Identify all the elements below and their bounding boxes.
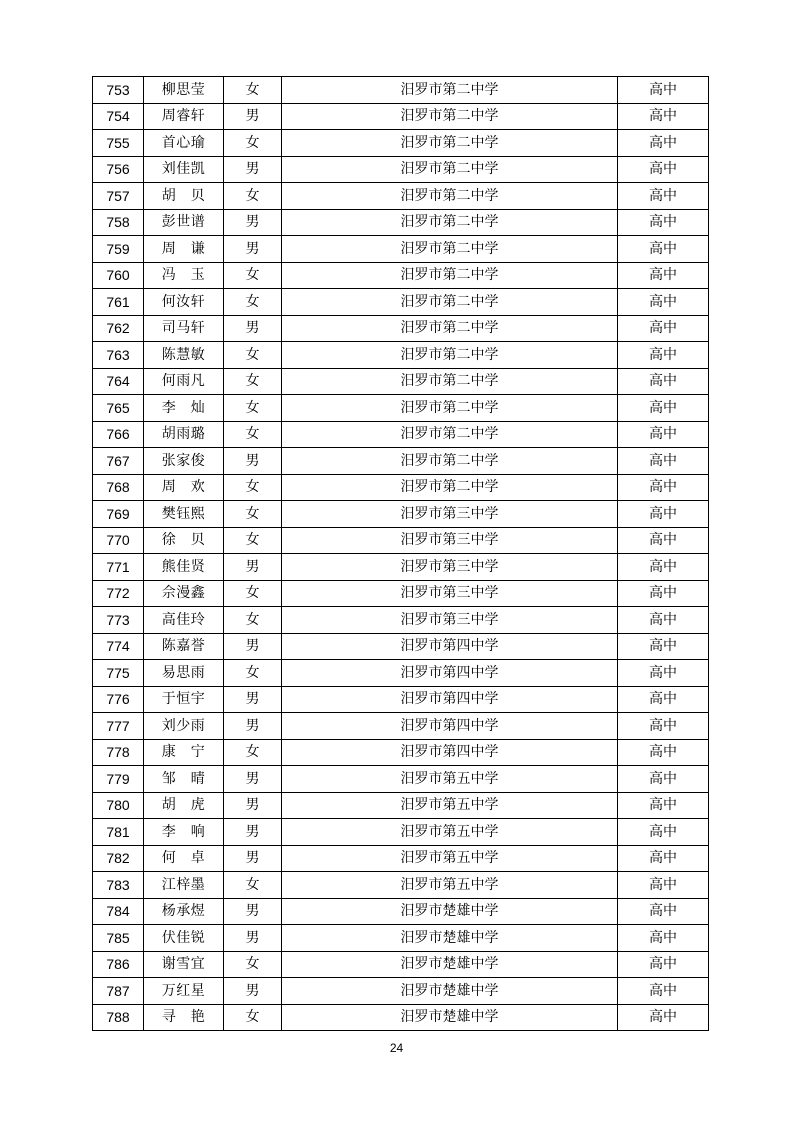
table-row bbox=[93, 951, 709, 978]
school-cell: 汨罗市第二中学 bbox=[282, 315, 618, 342]
student-name-cell: 柳思莹 bbox=[144, 77, 224, 104]
table-row bbox=[93, 103, 709, 130]
row-number-cell: 776 bbox=[93, 686, 144, 713]
student-name-cell: 冯 玉 bbox=[144, 262, 224, 289]
gender-cell: 女 bbox=[224, 262, 282, 289]
gender-cell: 男 bbox=[224, 448, 282, 475]
gender-cell: 男 bbox=[224, 978, 282, 1005]
school-cell: 汨罗市第三中学 bbox=[282, 607, 618, 634]
gender-cell: 女 bbox=[224, 951, 282, 978]
table-row bbox=[93, 554, 709, 581]
table-row bbox=[93, 607, 709, 634]
row-number-cell: 774 bbox=[93, 633, 144, 660]
school-cell: 汨罗市第四中学 bbox=[282, 713, 618, 740]
gender-cell: 女 bbox=[224, 501, 282, 528]
row-number-cell: 755 bbox=[93, 130, 144, 157]
school-cell: 汨罗市第二中学 bbox=[282, 236, 618, 263]
student-name-cell: 胡 贝 bbox=[144, 183, 224, 210]
school-cell: 汨罗市第五中学 bbox=[282, 872, 618, 899]
row-number-cell: 760 bbox=[93, 262, 144, 289]
school-cell: 汨罗市第五中学 bbox=[282, 845, 618, 872]
student-name-cell: 李 灿 bbox=[144, 395, 224, 422]
student-name-cell: 江梓墨 bbox=[144, 872, 224, 899]
gender-cell: 男 bbox=[224, 633, 282, 660]
school-cell: 汨罗市第三中学 bbox=[282, 554, 618, 581]
level-cell: 高中 bbox=[618, 236, 709, 263]
row-number-cell: 785 bbox=[93, 925, 144, 952]
gender-cell: 女 bbox=[224, 580, 282, 607]
level-cell: 高中 bbox=[618, 819, 709, 846]
row-number-cell: 753 bbox=[93, 77, 144, 104]
student-name-cell: 首心瑜 bbox=[144, 130, 224, 157]
table-row bbox=[93, 978, 709, 1005]
row-number-cell: 782 bbox=[93, 845, 144, 872]
table-row bbox=[93, 527, 709, 554]
row-number-cell: 764 bbox=[93, 368, 144, 395]
student-name-cell: 周睿轩 bbox=[144, 103, 224, 130]
school-cell: 汨罗市第二中学 bbox=[282, 130, 618, 157]
school-cell: 汨罗市楚雄中学 bbox=[282, 978, 618, 1005]
student-name-cell: 何 卓 bbox=[144, 845, 224, 872]
student-name-cell: 于恒宇 bbox=[144, 686, 224, 713]
level-cell: 高中 bbox=[618, 766, 709, 793]
level-cell: 高中 bbox=[618, 925, 709, 952]
school-cell: 汨罗市第二中学 bbox=[282, 289, 618, 316]
school-cell: 汨罗市第二中学 bbox=[282, 77, 618, 104]
student-name-cell: 周 谦 bbox=[144, 236, 224, 263]
gender-cell: 女 bbox=[224, 421, 282, 448]
student-name-cell: 胡 虎 bbox=[144, 792, 224, 819]
school-cell: 汨罗市第二中学 bbox=[282, 342, 618, 369]
gender-cell: 男 bbox=[224, 686, 282, 713]
school-cell: 汨罗市第五中学 bbox=[282, 792, 618, 819]
table-row bbox=[93, 1004, 709, 1031]
school-cell: 汨罗市第四中学 bbox=[282, 633, 618, 660]
row-number-cell: 787 bbox=[93, 978, 144, 1005]
table-row bbox=[93, 236, 709, 263]
student-name-cell: 徐 贝 bbox=[144, 527, 224, 554]
table-row bbox=[93, 580, 709, 607]
level-cell: 高中 bbox=[618, 872, 709, 899]
level-cell: 高中 bbox=[618, 156, 709, 183]
school-cell: 汨罗市第二中学 bbox=[282, 474, 618, 501]
row-number-cell: 762 bbox=[93, 315, 144, 342]
level-cell: 高中 bbox=[618, 289, 709, 316]
gender-cell: 男 bbox=[224, 898, 282, 925]
row-number-cell: 763 bbox=[93, 342, 144, 369]
level-cell: 高中 bbox=[618, 448, 709, 475]
row-number-cell: 779 bbox=[93, 766, 144, 793]
school-cell: 汨罗市第三中学 bbox=[282, 527, 618, 554]
student-name-cell: 易思雨 bbox=[144, 660, 224, 687]
school-cell: 汨罗市楚雄中学 bbox=[282, 1004, 618, 1031]
table-row bbox=[93, 501, 709, 528]
table-row bbox=[93, 289, 709, 316]
level-cell: 高中 bbox=[618, 183, 709, 210]
level-cell: 高中 bbox=[618, 978, 709, 1005]
level-cell: 高中 bbox=[618, 845, 709, 872]
level-cell: 高中 bbox=[618, 368, 709, 395]
gender-cell: 女 bbox=[224, 368, 282, 395]
gender-cell: 男 bbox=[224, 845, 282, 872]
level-cell: 高中 bbox=[618, 951, 709, 978]
student-name-cell: 何雨凡 bbox=[144, 368, 224, 395]
level-cell: 高中 bbox=[618, 686, 709, 713]
gender-cell: 男 bbox=[224, 236, 282, 263]
student-name-cell: 杨承煜 bbox=[144, 898, 224, 925]
table-row bbox=[93, 130, 709, 157]
level-cell: 高中 bbox=[618, 103, 709, 130]
level-cell: 高中 bbox=[618, 792, 709, 819]
student-name-cell: 佘漫鑫 bbox=[144, 580, 224, 607]
school-cell: 汨罗市第二中学 bbox=[282, 395, 618, 422]
gender-cell: 女 bbox=[224, 183, 282, 210]
level-cell: 高中 bbox=[618, 315, 709, 342]
gender-cell: 女 bbox=[224, 77, 282, 104]
gender-cell: 男 bbox=[224, 925, 282, 952]
school-cell: 汨罗市第五中学 bbox=[282, 766, 618, 793]
row-number-cell: 786 bbox=[93, 951, 144, 978]
level-cell: 高中 bbox=[618, 130, 709, 157]
row-number-cell: 771 bbox=[93, 554, 144, 581]
table-row bbox=[93, 448, 709, 475]
gender-cell: 男 bbox=[224, 554, 282, 581]
row-number-cell: 777 bbox=[93, 713, 144, 740]
level-cell: 高中 bbox=[618, 660, 709, 687]
student-name-cell: 寻 艳 bbox=[144, 1004, 224, 1031]
level-cell: 高中 bbox=[618, 713, 709, 740]
row-number-cell: 754 bbox=[93, 103, 144, 130]
level-cell: 高中 bbox=[618, 898, 709, 925]
level-cell: 高中 bbox=[618, 342, 709, 369]
row-number-cell: 761 bbox=[93, 289, 144, 316]
level-cell: 高中 bbox=[618, 395, 709, 422]
gender-cell: 女 bbox=[224, 289, 282, 316]
gender-cell: 女 bbox=[224, 739, 282, 766]
student-name-cell: 何汝轩 bbox=[144, 289, 224, 316]
table-row bbox=[93, 342, 709, 369]
row-number-cell: 767 bbox=[93, 448, 144, 475]
row-number-cell: 759 bbox=[93, 236, 144, 263]
gender-cell: 女 bbox=[224, 527, 282, 554]
gender-cell: 女 bbox=[224, 660, 282, 687]
table-row bbox=[93, 845, 709, 872]
row-number-cell: 769 bbox=[93, 501, 144, 528]
school-cell: 汨罗市楚雄中学 bbox=[282, 898, 618, 925]
row-number-cell: 778 bbox=[93, 739, 144, 766]
level-cell: 高中 bbox=[618, 474, 709, 501]
level-cell: 高中 bbox=[618, 262, 709, 289]
school-cell: 汨罗市第二中学 bbox=[282, 156, 618, 183]
school-cell: 汨罗市第三中学 bbox=[282, 501, 618, 528]
table-row bbox=[93, 925, 709, 952]
gender-cell: 女 bbox=[224, 474, 282, 501]
row-number-cell: 757 bbox=[93, 183, 144, 210]
table-row bbox=[93, 766, 709, 793]
gender-cell: 女 bbox=[224, 607, 282, 634]
gender-cell: 男 bbox=[224, 209, 282, 236]
table-row bbox=[93, 209, 709, 236]
level-cell: 高中 bbox=[618, 1004, 709, 1031]
gender-cell: 女 bbox=[224, 1004, 282, 1031]
row-number-cell: 788 bbox=[93, 1004, 144, 1031]
student-name-cell: 谢雪宜 bbox=[144, 951, 224, 978]
table-row bbox=[93, 156, 709, 183]
student-name-cell: 熊佳贤 bbox=[144, 554, 224, 581]
table-row bbox=[93, 686, 709, 713]
table-row bbox=[93, 262, 709, 289]
table-row bbox=[93, 421, 709, 448]
table-row bbox=[93, 183, 709, 210]
level-cell: 高中 bbox=[618, 554, 709, 581]
school-cell: 汨罗市第五中学 bbox=[282, 819, 618, 846]
school-cell: 汨罗市第二中学 bbox=[282, 103, 618, 130]
table-row bbox=[93, 713, 709, 740]
row-number-cell: 783 bbox=[93, 872, 144, 899]
gender-cell: 男 bbox=[224, 103, 282, 130]
gender-cell: 男 bbox=[224, 713, 282, 740]
school-cell: 汨罗市第三中学 bbox=[282, 580, 618, 607]
row-number-cell: 781 bbox=[93, 819, 144, 846]
table-row bbox=[93, 315, 709, 342]
table-row bbox=[93, 739, 709, 766]
student-name-cell: 陈嘉誉 bbox=[144, 633, 224, 660]
student-name-cell: 樊钰熙 bbox=[144, 501, 224, 528]
student-name-cell: 刘少雨 bbox=[144, 713, 224, 740]
page-number: 24 bbox=[389, 1041, 404, 1055]
student-name-cell: 刘佳凯 bbox=[144, 156, 224, 183]
table-row bbox=[93, 395, 709, 422]
school-cell: 汨罗市第二中学 bbox=[282, 262, 618, 289]
level-cell: 高中 bbox=[618, 421, 709, 448]
table-row bbox=[93, 819, 709, 846]
level-cell: 高中 bbox=[618, 501, 709, 528]
level-cell: 高中 bbox=[618, 739, 709, 766]
student-name-cell: 万红星 bbox=[144, 978, 224, 1005]
school-cell: 汨罗市第二中学 bbox=[282, 183, 618, 210]
row-number-cell: 780 bbox=[93, 792, 144, 819]
student-roster-table bbox=[92, 76, 709, 1031]
table-row bbox=[93, 792, 709, 819]
table-row bbox=[93, 633, 709, 660]
student-name-cell: 彭世谱 bbox=[144, 209, 224, 236]
level-cell: 高中 bbox=[618, 607, 709, 634]
row-number-cell: 765 bbox=[93, 395, 144, 422]
table-row bbox=[93, 474, 709, 501]
row-number-cell: 756 bbox=[93, 156, 144, 183]
row-number-cell: 758 bbox=[93, 209, 144, 236]
table-row bbox=[93, 77, 709, 104]
school-cell: 汨罗市第四中学 bbox=[282, 686, 618, 713]
row-number-cell: 773 bbox=[93, 607, 144, 634]
school-cell: 汨罗市第四中学 bbox=[282, 739, 618, 766]
school-cell: 汨罗市楚雄中学 bbox=[282, 951, 618, 978]
gender-cell: 男 bbox=[224, 819, 282, 846]
student-name-cell: 康 宁 bbox=[144, 739, 224, 766]
row-number-cell: 770 bbox=[93, 527, 144, 554]
student-name-cell: 李 响 bbox=[144, 819, 224, 846]
gender-cell: 女 bbox=[224, 130, 282, 157]
student-name-cell: 张家俊 bbox=[144, 448, 224, 475]
gender-cell: 男 bbox=[224, 156, 282, 183]
row-number-cell: 775 bbox=[93, 660, 144, 687]
gender-cell: 女 bbox=[224, 395, 282, 422]
school-cell: 汨罗市第四中学 bbox=[282, 660, 618, 687]
level-cell: 高中 bbox=[618, 527, 709, 554]
table-row bbox=[93, 872, 709, 899]
student-name-cell: 胡雨璐 bbox=[144, 421, 224, 448]
level-cell: 高中 bbox=[618, 77, 709, 104]
row-number-cell: 784 bbox=[93, 898, 144, 925]
row-number-cell: 766 bbox=[93, 421, 144, 448]
gender-cell: 女 bbox=[224, 872, 282, 899]
school-cell: 汨罗市第二中学 bbox=[282, 368, 618, 395]
school-cell: 汨罗市第二中学 bbox=[282, 421, 618, 448]
row-number-cell: 772 bbox=[93, 580, 144, 607]
gender-cell: 男 bbox=[224, 315, 282, 342]
student-name-cell: 司马轩 bbox=[144, 315, 224, 342]
student-name-cell: 伏佳锐 bbox=[144, 925, 224, 952]
gender-cell: 女 bbox=[224, 342, 282, 369]
table-row bbox=[93, 898, 709, 925]
level-cell: 高中 bbox=[618, 580, 709, 607]
student-name-cell: 周 欢 bbox=[144, 474, 224, 501]
roster-body bbox=[93, 77, 709, 1031]
student-name-cell: 邹 晴 bbox=[144, 766, 224, 793]
level-cell: 高中 bbox=[618, 209, 709, 236]
school-cell: 汨罗市第二中学 bbox=[282, 209, 618, 236]
table-row bbox=[93, 368, 709, 395]
table-row bbox=[93, 660, 709, 687]
student-name-cell: 高佳玲 bbox=[144, 607, 224, 634]
row-number-cell: 768 bbox=[93, 474, 144, 501]
gender-cell: 男 bbox=[224, 792, 282, 819]
level-cell: 高中 bbox=[618, 633, 709, 660]
school-cell: 汨罗市楚雄中学 bbox=[282, 925, 618, 952]
gender-cell: 男 bbox=[224, 766, 282, 793]
student-name-cell: 陈慧敏 bbox=[144, 342, 224, 369]
school-cell: 汨罗市第二中学 bbox=[282, 448, 618, 475]
